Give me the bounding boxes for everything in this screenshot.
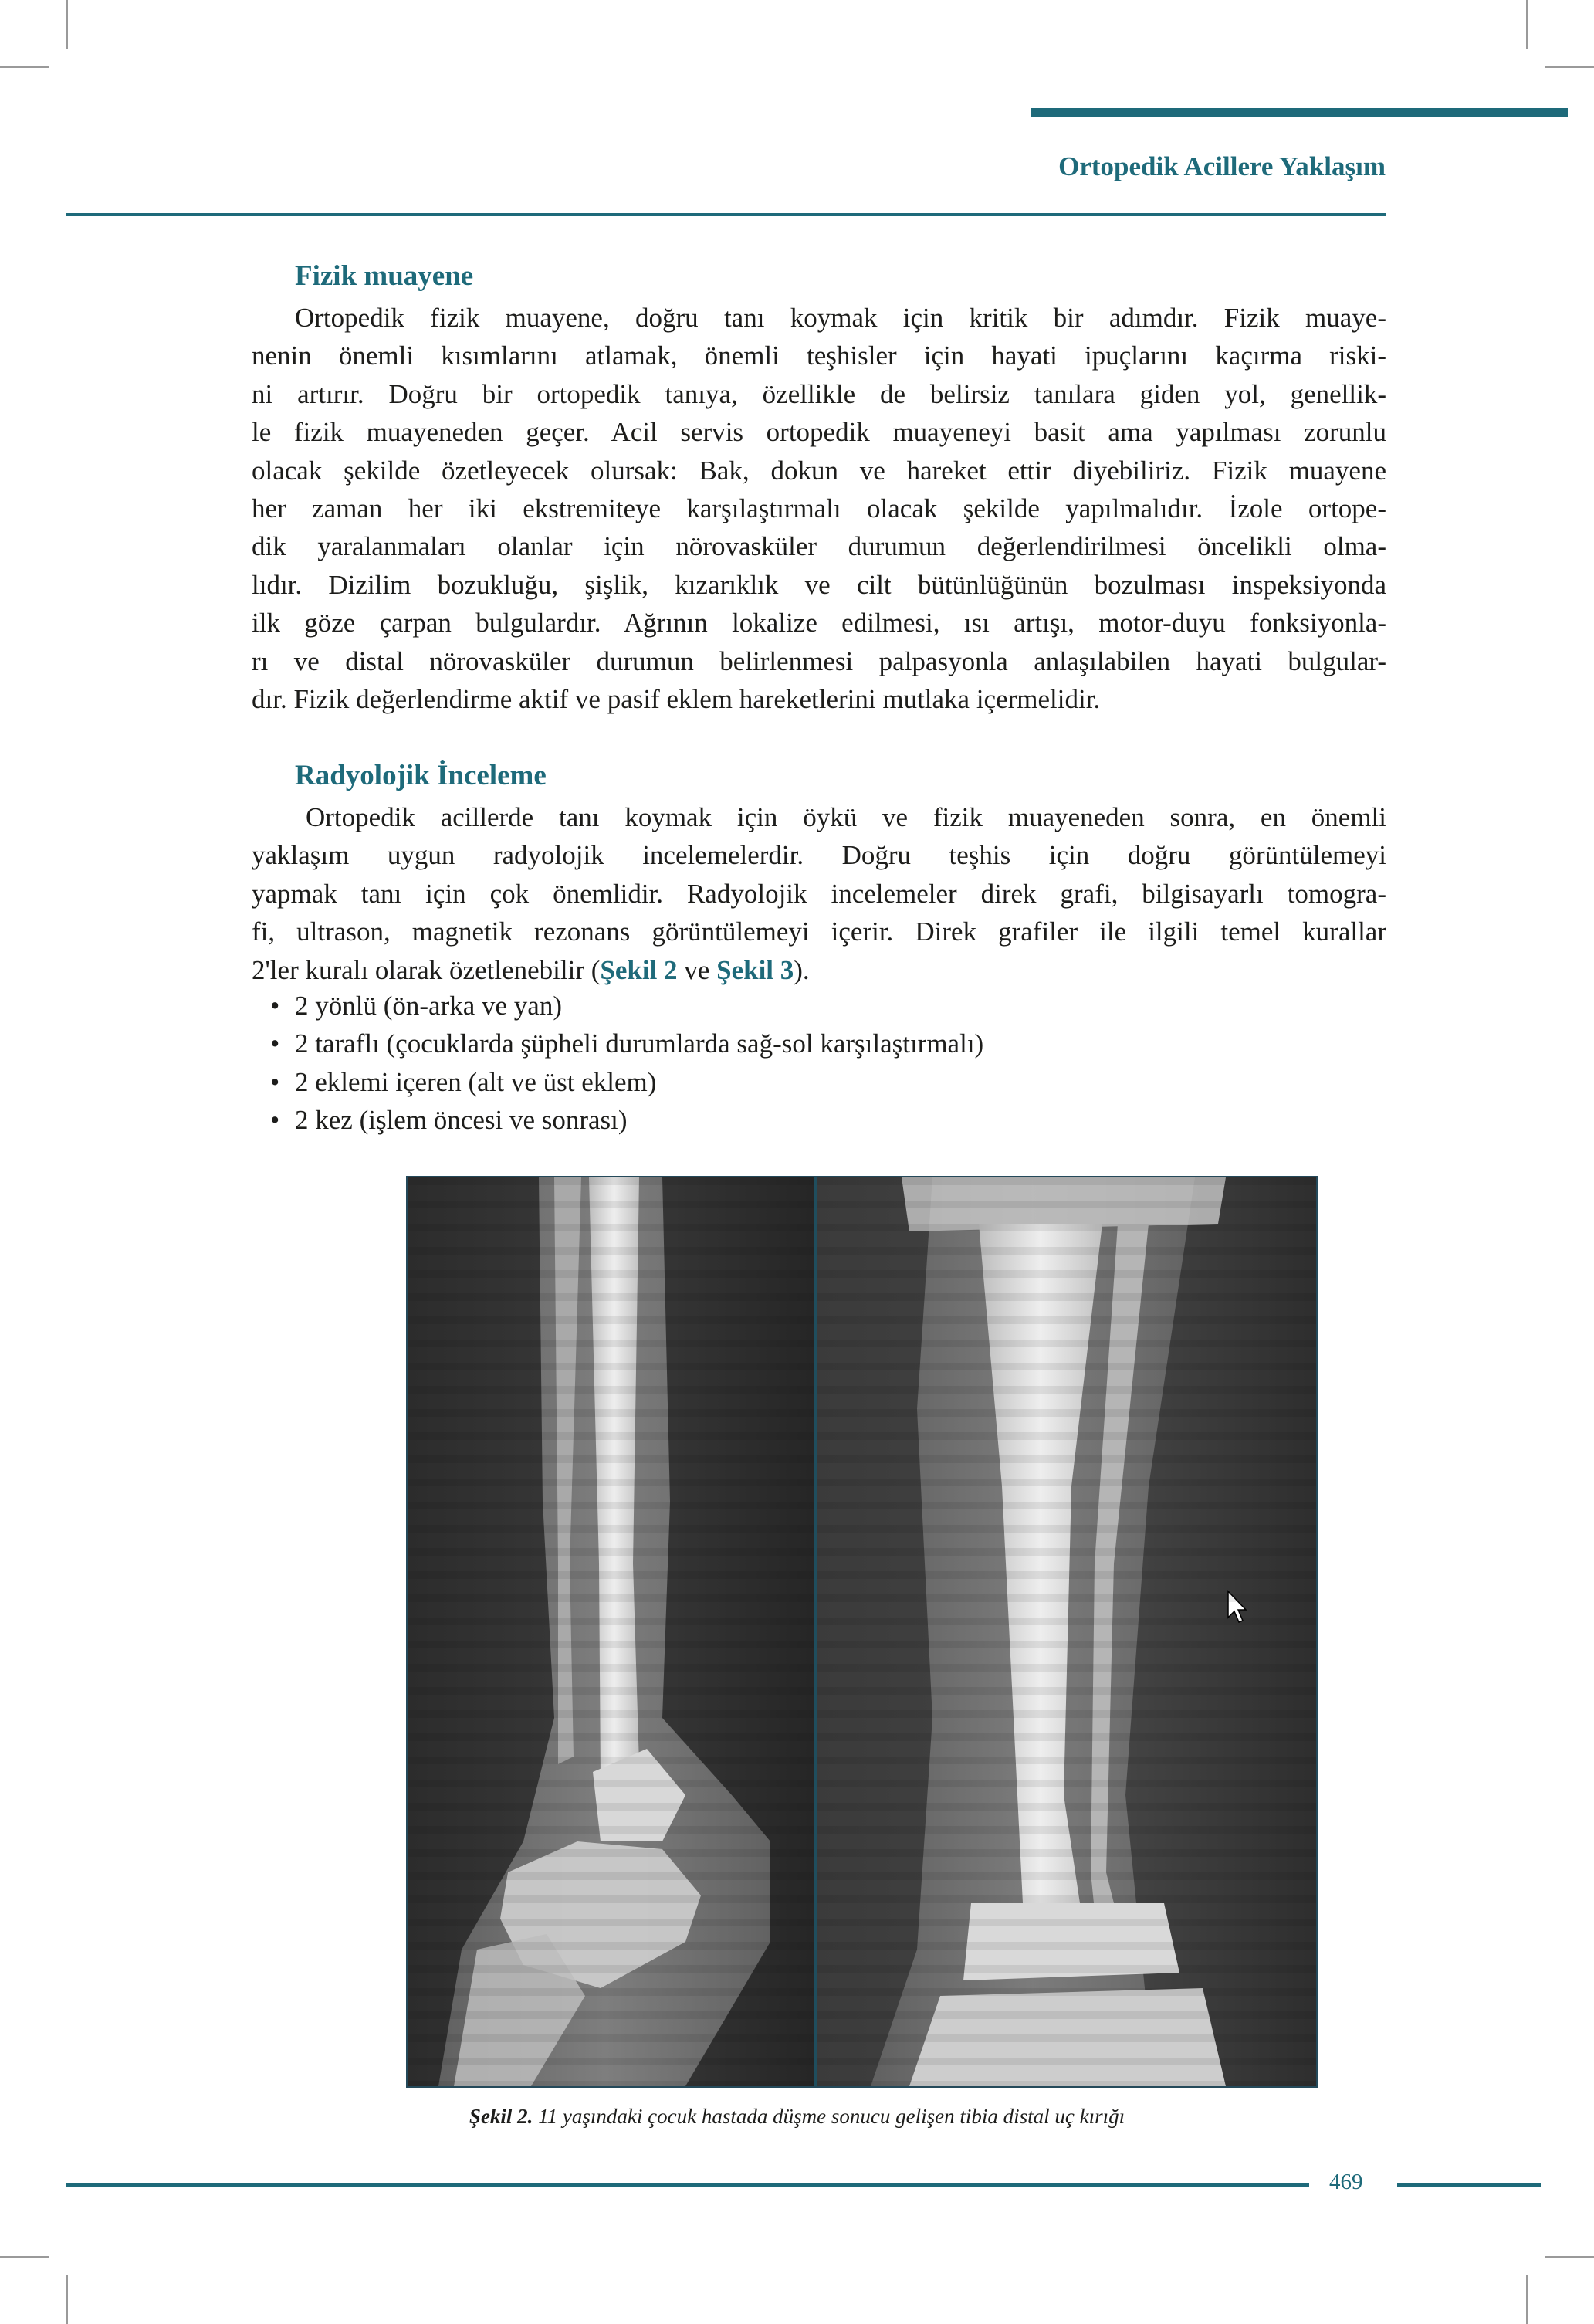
list-item: • 2 yönlü (ön-arka ve yan) <box>270 987 983 1025</box>
crop-mark <box>1526 2275 1528 2324</box>
crop-mark <box>66 0 68 49</box>
crop-mark <box>66 2275 68 2324</box>
header-accent-bar <box>1031 108 1568 117</box>
bullet-list <box>270 987 983 1140</box>
list-item: • 2 kez (işlem öncesi ve sonrası) <box>270 1101 983 1139</box>
xray-figure <box>406 1176 1318 2088</box>
figure-divider <box>814 1177 817 2086</box>
paragraph-fizik-muayene <box>252 299 1386 718</box>
figure-caption <box>0 2105 1594 2129</box>
section-heading-fizik-muayene: Fizik muayene <box>295 260 474 292</box>
scan-lines <box>817 1177 1316 2086</box>
text-line: ni artırır. Doğru bir ortopedik tanıya, özellikle de belirsiz tanılara giden yol, genellik- <box>252 378 1386 409</box>
footer-rule <box>1397 2183 1541 2187</box>
text-line: dik yaralanmaları olanlar için nörovasküler durumun değerlendirilmesi öncelikli olma- <box>252 531 1386 562</box>
text-line: rı ve distal nörovasküler durumun belirlenmesi palpasyonla anlaşılabilen hayati bulgular- <box>252 645 1386 676</box>
caption-label: Şekil 2. <box>469 2105 533 2128</box>
text-line: dır. Fizik değerlendirme aktif ve pasif eklem hareketlerini mutlaka içermelidir. <box>252 683 1101 714</box>
crop-mark <box>0 66 49 68</box>
text-line: yaklaşım uygun radyolojik incelemelerdir. Doğru teşhis için doğru görüntülemeyi <box>252 840 1386 871</box>
text-run: 2'ler kuralı olarak özetlenebilir ( <box>252 954 601 985</box>
list-item: • 2 taraflı (çocuklarda şüpheli durumlarda sağ-sol karşılaştırmalı) <box>270 1025 983 1062</box>
caption-text: 11 yaşındaki çocuk hastada düşme sonucu gelişen tibia distal uç kırığı <box>533 2105 1125 2128</box>
text-line: ilk göze çarpan bulgulardır. Ağrının lokalize edilmesi, ısı artışı, motor-duyu fonksiyonla- <box>252 608 1386 639</box>
crop-mark <box>0 2256 49 2258</box>
text-line: le fizik muayeneden geçer. Acil servis ortopedik muayeneyi basit ama yapılması zorunlu <box>252 417 1386 448</box>
text-run: ). <box>794 954 810 985</box>
section-heading-radyolojik: Radyolojik İnceleme <box>295 760 547 791</box>
crop-mark <box>1545 2256 1594 2258</box>
header-rule <box>66 213 1386 216</box>
list-item: • 2 eklemi içeren (alt ve üst eklem) <box>270 1063 983 1101</box>
text-line: Ortopedik acillerde tanı koymak için öykü ve fizik muayeneden sonra, en önemli <box>306 802 1386 832</box>
text-line: olacak şekilde özetleyecek olursak: Bak, dokun ve hareket ettir diyebiliriz. Fizik muayene <box>252 455 1386 486</box>
page-number: 469 <box>1329 2170 1363 2194</box>
text-run: ve <box>677 954 717 985</box>
text-line: yapmak tanı için çok önemlidir. Radyolojik incelemeler direk grafi, bilgisayarlı tomogra- <box>252 878 1386 909</box>
running-header: Ortopedik Acillere Yaklaşım <box>1058 151 1386 181</box>
figure-reference[interactable]: Şekil 2 <box>600 954 678 985</box>
crop-mark <box>1545 66 1594 68</box>
text-line: lıdır. Dizilim bozukluğu, şişlik, kızarıklık ve cilt bütünlüğünün bozulması inspeksiyonda <box>252 569 1386 600</box>
paragraph-radyolojik <box>252 798 1386 989</box>
crop-mark <box>1526 0 1528 49</box>
footer-rule <box>66 2183 1309 2187</box>
xray-image <box>408 1177 1316 2086</box>
figure-reference[interactable]: Şekil 3 <box>716 954 794 985</box>
text-line <box>252 951 1386 989</box>
text-line: Ortopedik fizik muayene, doğru tanı koymak için kritik bir adımdır. Fizik muaye- <box>295 303 1386 333</box>
text-line: her zaman her iki ekstremiteye karşılaştırmalı olacak şekilde yapılmalıdır. İzole ortope- <box>252 493 1386 523</box>
text-line: fi, ultrason, magnetik rezonans görüntülemeyi içerir. Direk grafiler ile ilgili temel kurallar <box>252 916 1386 947</box>
text-line: nenin önemli kısımlarını atlamak, önemli teşhisler için hayati ipuçlarını kaçırma riski- <box>252 340 1386 371</box>
scan-lines <box>408 1177 814 2086</box>
